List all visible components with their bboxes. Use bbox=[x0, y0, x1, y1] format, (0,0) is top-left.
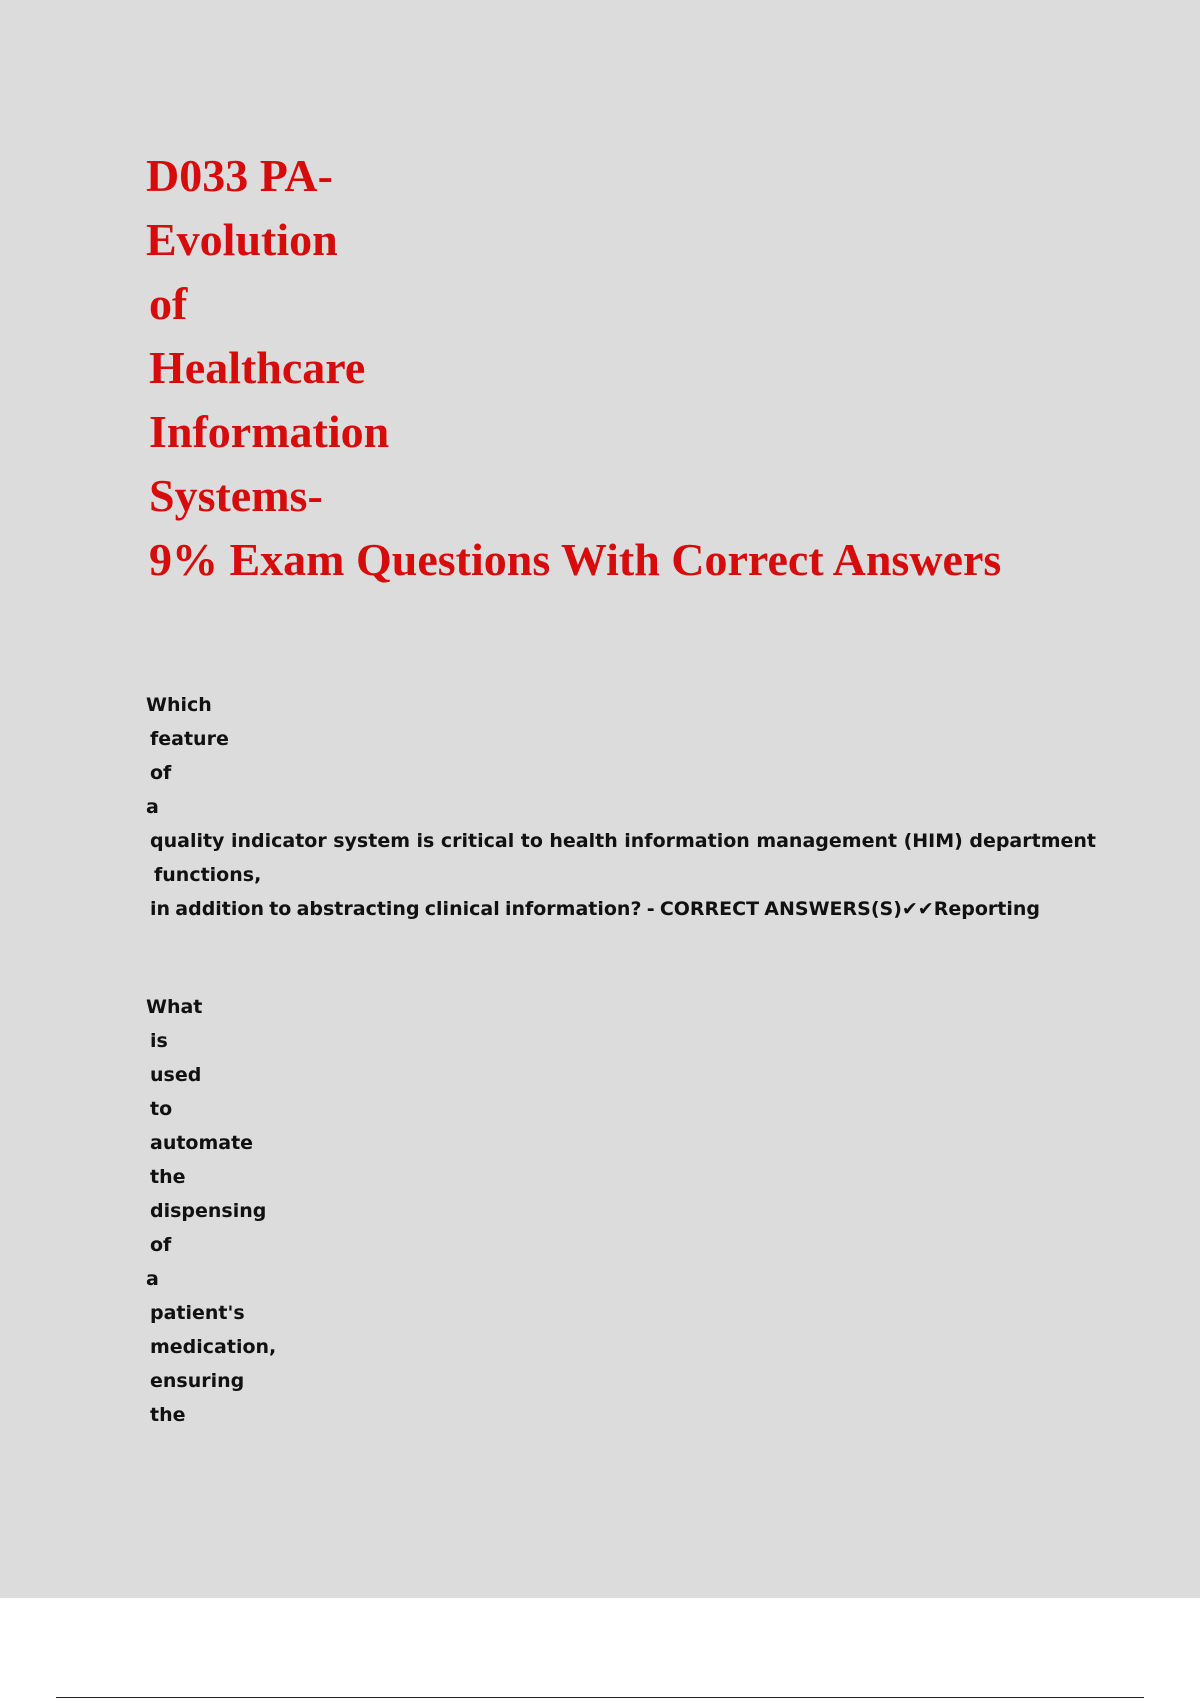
question-2-line: ensuring bbox=[150, 1370, 245, 1392]
title-line: Evolution bbox=[146, 214, 338, 265]
word: information? bbox=[504, 898, 642, 920]
question-1-line: a bbox=[146, 796, 159, 818]
correct-answer: ANSWERS(S)✔✔Reporting bbox=[764, 898, 1040, 920]
word: CORRECT bbox=[659, 898, 760, 920]
word: clinical bbox=[424, 898, 500, 920]
title-line: Information bbox=[149, 406, 390, 457]
question-2-line: to bbox=[150, 1098, 173, 1120]
question-2-line: used bbox=[150, 1064, 202, 1086]
footer-divider bbox=[56, 1697, 1144, 1698]
question-1-line: of bbox=[150, 762, 172, 784]
question-2-line: a bbox=[146, 1268, 159, 1290]
question-2-line: the bbox=[150, 1404, 186, 1426]
word: in bbox=[150, 898, 171, 920]
question-1-justified-line bbox=[146, 824, 1096, 858]
word: department bbox=[969, 830, 1096, 852]
question-1-answer-line bbox=[146, 892, 1040, 926]
question-2 bbox=[146, 990, 1096, 1432]
word: to bbox=[520, 830, 543, 852]
word: management bbox=[756, 830, 898, 852]
question-2-line: What bbox=[146, 996, 203, 1018]
word: critical bbox=[440, 830, 515, 852]
word: addition bbox=[175, 898, 264, 920]
title-line: of bbox=[149, 278, 188, 329]
word: (HIM) bbox=[903, 830, 963, 852]
question-2-line: dispensing bbox=[150, 1200, 267, 1222]
word: information bbox=[624, 830, 750, 852]
word: quality bbox=[150, 830, 225, 852]
question-1-line: Which bbox=[146, 694, 212, 716]
question-1-line: functions, bbox=[154, 864, 262, 886]
word: health bbox=[549, 830, 618, 852]
question-2-line: is bbox=[150, 1030, 168, 1052]
question-1 bbox=[146, 688, 1096, 926]
title-line: Systems- bbox=[149, 470, 323, 521]
question-2-line: medication, bbox=[150, 1336, 277, 1358]
question-1-line: feature bbox=[150, 728, 229, 750]
title-line: 9% Exam Questions With Correct Answers bbox=[149, 534, 1002, 585]
question-2-line: patient's bbox=[150, 1302, 245, 1324]
question-2-line: the bbox=[150, 1166, 186, 1188]
title-line: Healthcare bbox=[149, 342, 366, 393]
question-2-line: of bbox=[150, 1234, 172, 1256]
word: is bbox=[416, 830, 435, 852]
word: to bbox=[269, 898, 292, 920]
word: abstracting bbox=[296, 898, 420, 920]
word: indicator bbox=[230, 830, 327, 852]
word: system bbox=[333, 830, 411, 852]
title-line: D033 PA- bbox=[146, 150, 333, 201]
question-2-line: automate bbox=[150, 1132, 254, 1154]
word: - bbox=[646, 898, 655, 920]
document-title bbox=[146, 144, 1106, 592]
